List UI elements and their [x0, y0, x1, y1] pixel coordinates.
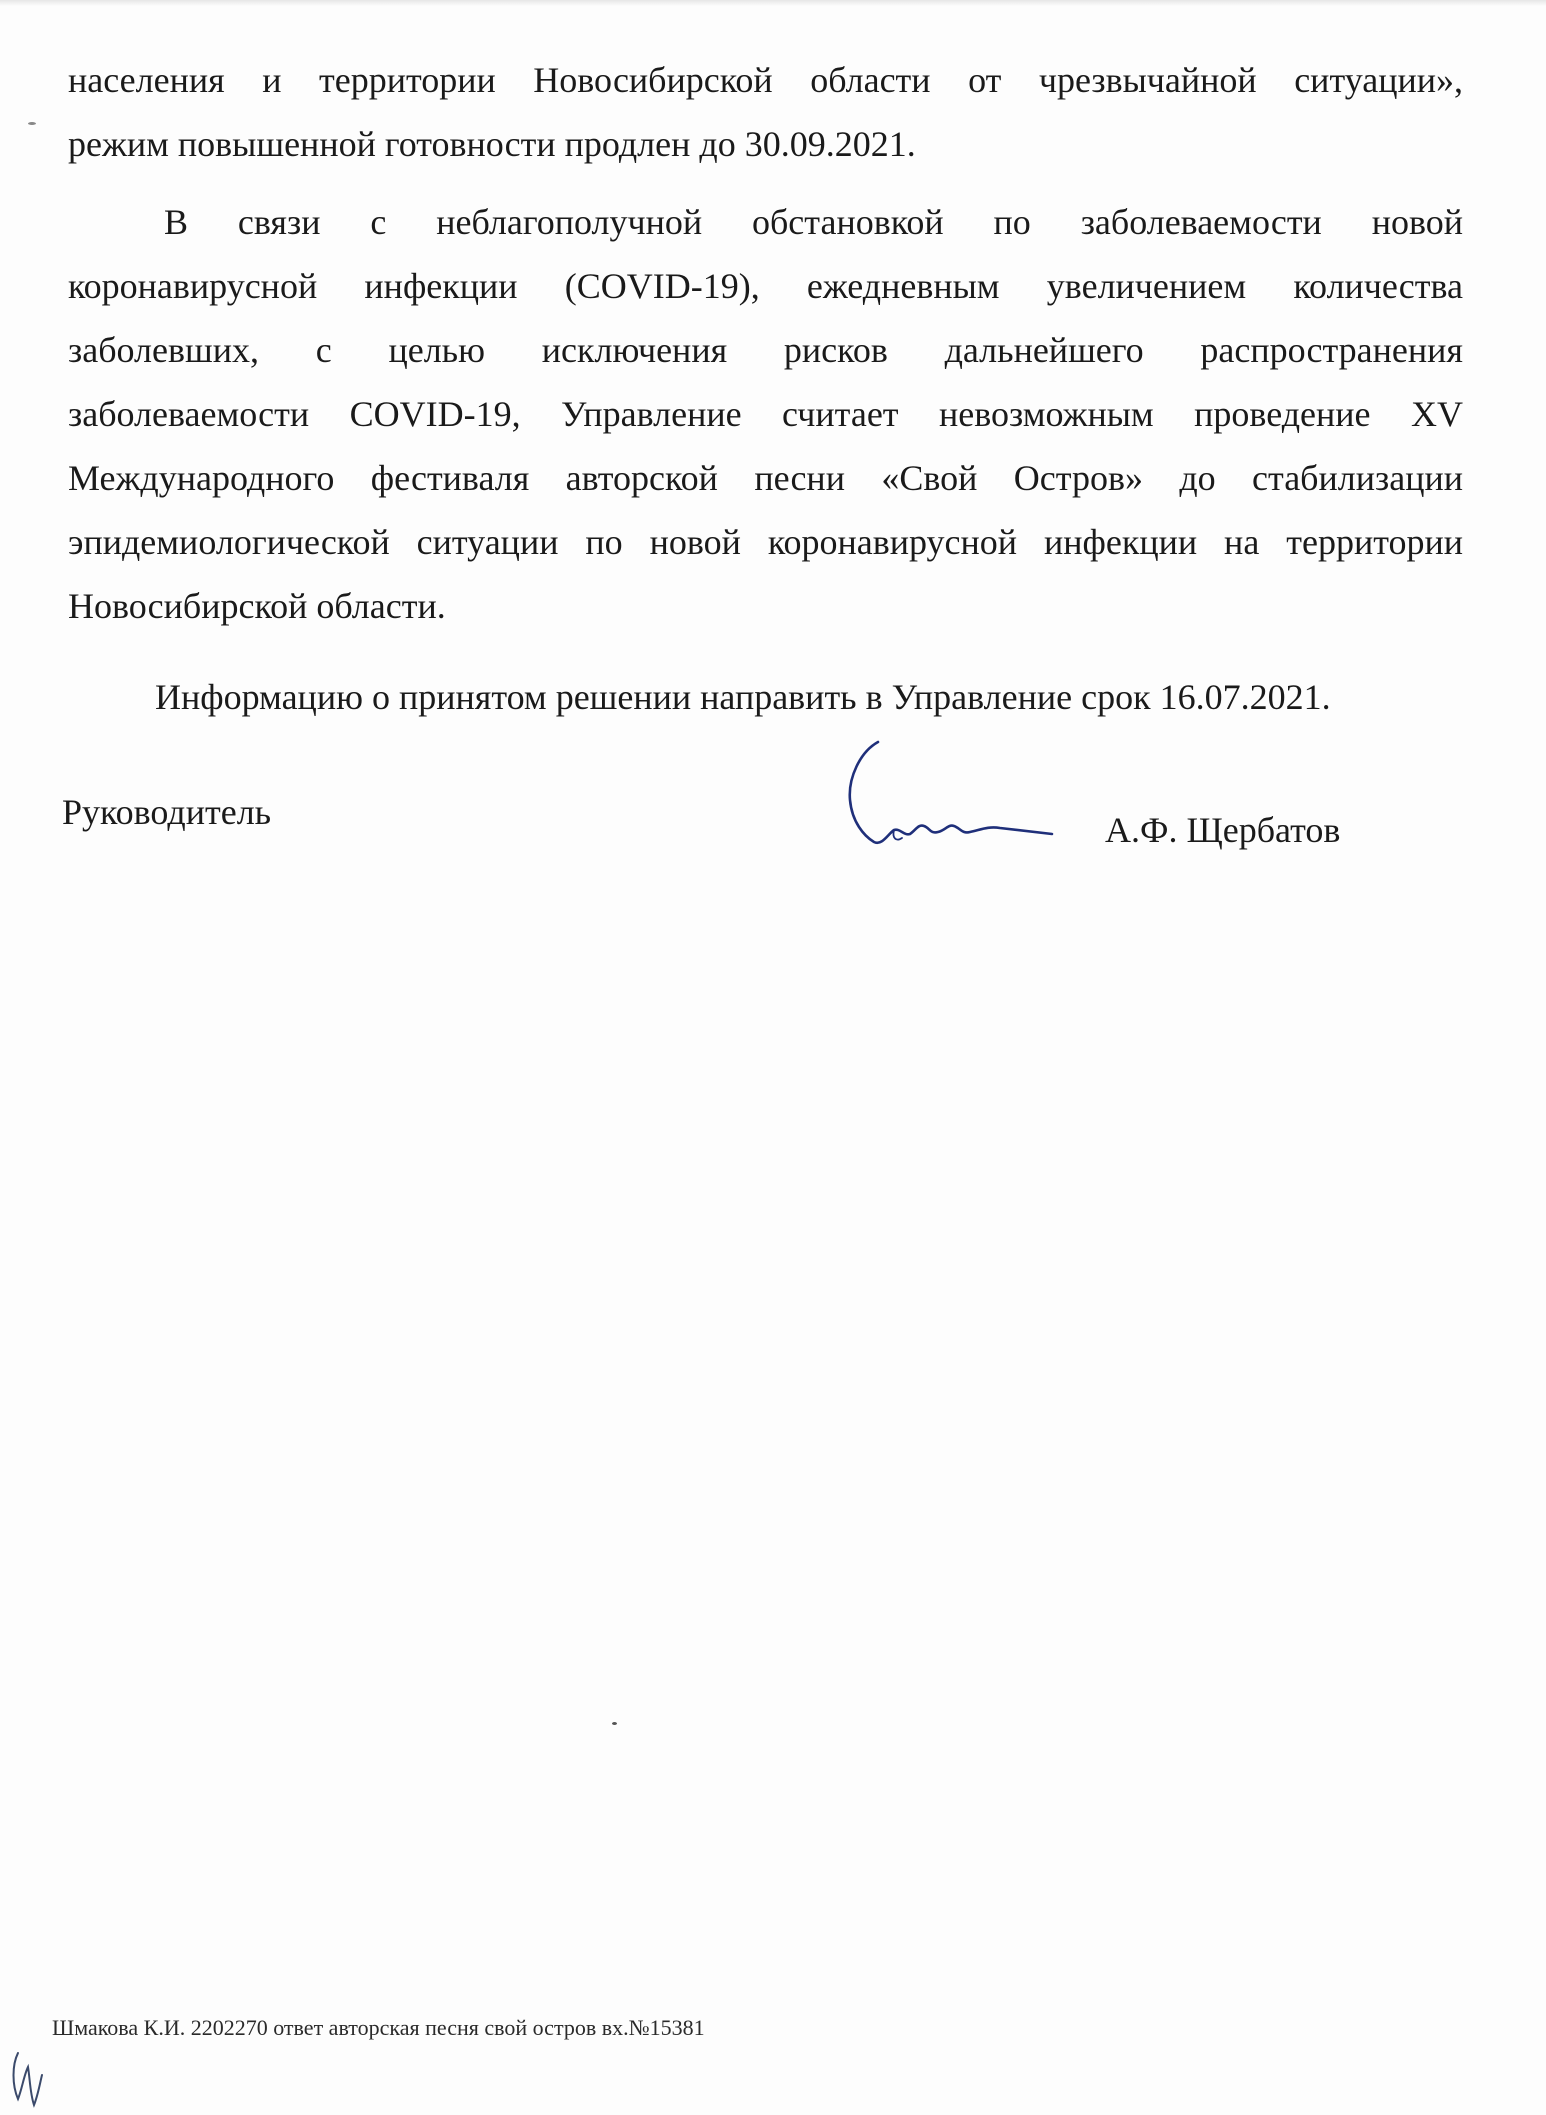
- executor-footer-note: Шмакова К.И. 2202270 ответ авторская песня свой остров вх.№15381: [52, 2015, 705, 2040]
- handwritten-margin-mark: [8, 2045, 48, 2115]
- paragraph-2-line-4: заболеваемости COVID-19, Управление считает невозможным проведение XV: [68, 394, 1463, 434]
- scan-speck: [28, 122, 36, 125]
- paragraph-2-line-7: Новосибирской области.: [68, 586, 446, 626]
- paragraph-2-line-2: коронавирусной инфекции (COVID-19), ежедневным увеличением количества: [68, 266, 1463, 306]
- paragraph-2-line-3: заболевших, с целью исключения рисков дальнейшего распространения: [68, 330, 1463, 370]
- signatory-title: Руководитель: [62, 792, 272, 832]
- scan-speck: [612, 1722, 617, 1725]
- paragraph-1-line-1: населения и территории Новосибирской области от чрезвычайной ситуации»,: [68, 60, 1463, 100]
- paragraph-2-line-6: эпидемиологической ситуации по новой коронавирусной инфекции на территории: [68, 522, 1463, 562]
- paragraph-1-line-2: режим повышенной готовности продлен до 30.09.2021.: [68, 124, 916, 164]
- paragraph-3: Информацию о принятом решении направить в Управление срок 16.07.2021.: [155, 677, 1331, 717]
- paragraph-2-line-1: В связи с неблагополучной обстановкой по заболеваемости новой: [164, 202, 1463, 242]
- signatory-name: А.Ф. Щербатов: [1105, 810, 1341, 850]
- signature-block: [0, 0, 1546, 900]
- paragraph-2-line-5: Международного фестиваля авторской песни «Свой Остров» до стабилизации: [68, 458, 1463, 498]
- handwritten-signature: [830, 738, 1060, 858]
